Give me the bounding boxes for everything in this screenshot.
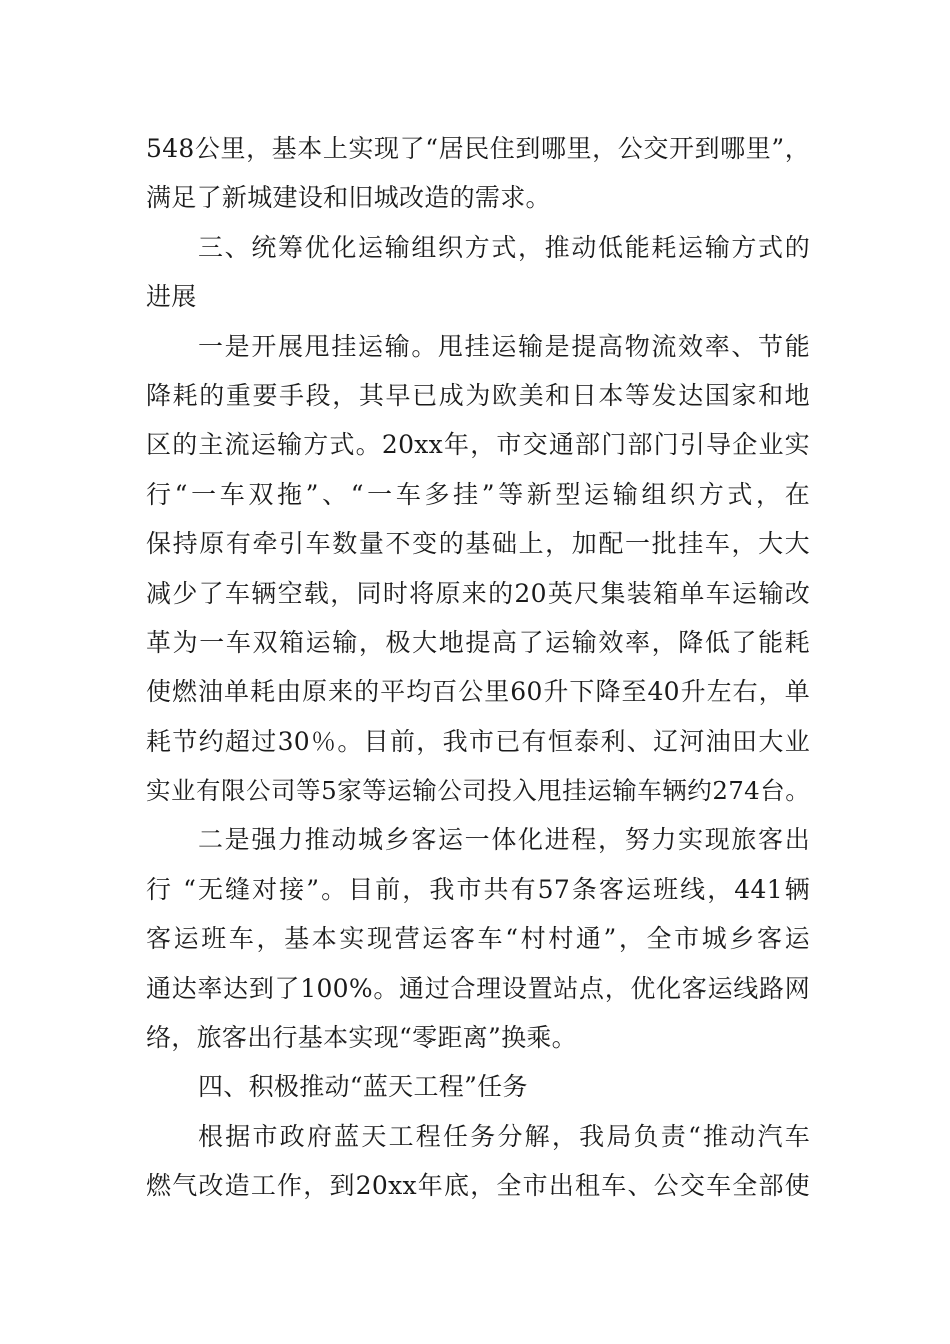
text-line: 保持原有牵引车数量不变的基础上，加配一批挂车，大大 xyxy=(146,529,810,559)
text-line: 耗节约超过30％。目前，我市已有恒泰利、辽河油田大业 xyxy=(146,726,810,756)
section-heading-continued: 进展 xyxy=(146,282,197,312)
text-line: 行“一车双拖”、“一车多挂”等新型运输组织方式，在 xyxy=(146,479,810,509)
text-line: 革为一车双箱运输，极大地提高了运输效率，降低了能耗 xyxy=(146,627,810,657)
text-line: 客运班车，基本实现营运客车“村村通”，全市城乡客运 xyxy=(146,924,810,954)
text-line: 使燃油单耗由原来的平均百公里60升下降至40升左右，单 xyxy=(146,677,810,707)
text-line: 根据市政府蓝天工程任务分解，我局负责“推动汽车 xyxy=(198,1121,810,1151)
text-line: 二是强力推动城乡客运一体化进程，努力实现旅客出 xyxy=(198,825,810,855)
text-line: 一是开展甩挂运输。甩挂运输是提高物流效率、节能 xyxy=(198,331,810,361)
text-line: 通达率达到了100%。通过合理设置站点，优化客运线路网 xyxy=(146,973,810,1003)
section-heading: 四、积极推动“蓝天工程”任务 xyxy=(198,1072,528,1102)
text-line: 降耗的重要手段，其早已成为欧美和日本等发达国家和地 xyxy=(146,380,810,410)
section-heading: 三、统筹优化运输组织方式，推动低能耗运输方式的 xyxy=(198,232,810,262)
text-line: 燃气改造工作，到20xx年底，全市出租车、公交车全部使 xyxy=(146,1171,810,1201)
text-line: 区的主流运输方式。20xx年，市交通部门部门引导企业实 xyxy=(146,430,810,460)
text-line: 络，旅客出行基本实现“零距离”换乘。 xyxy=(146,1023,577,1053)
text-line: 实业有限公司等5家等运输公司投入甩挂运输车辆约274台。 xyxy=(146,776,810,806)
text-line: 行 “无缝对接”。目前，我市共有57条客运班线，441辆 xyxy=(146,874,810,904)
document-body xyxy=(146,124,810,1211)
text-line: 满足了新城建设和旧城改造的需求。 xyxy=(146,183,551,213)
text-line: 减少了车辆空载，同时将原来的20英尺集装箱单车运输改 xyxy=(146,578,810,608)
text-line: 548公里，基本上实现了“居民住到哪里，公交开到哪里”， xyxy=(146,134,810,163)
